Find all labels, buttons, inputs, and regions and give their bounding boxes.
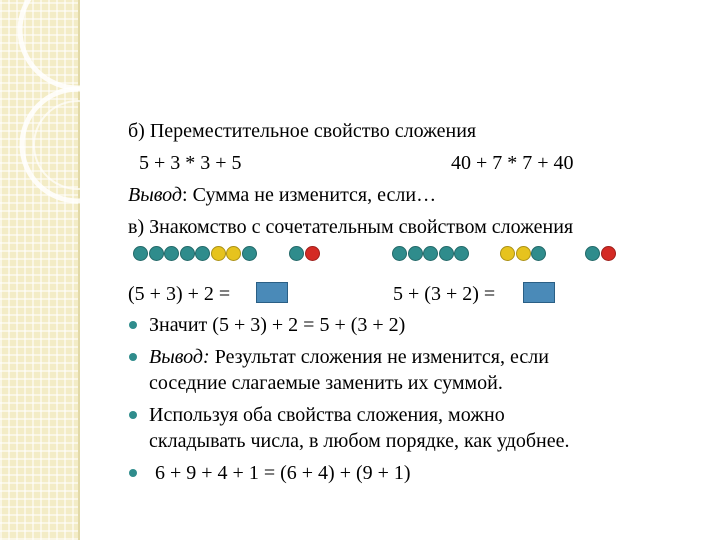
red-counting-dot: [305, 246, 320, 261]
conclusion-sum-unchanged: [128, 183, 436, 207]
teal-counting-dot: [180, 246, 195, 261]
teal-counting-dot: [392, 246, 407, 261]
yellow-counting-dot: [516, 246, 531, 261]
conclusion-text: : Сумма не изменится, если…: [182, 184, 437, 206]
decorative-circles: [0, 0, 120, 240]
teal-counting-dot: [423, 246, 438, 261]
teal-counting-dot: [531, 246, 546, 261]
expression-left: 5 + 3 * 3 + 5: [139, 152, 242, 174]
red-counting-dot: [601, 246, 616, 261]
teal-counting-dot: [242, 246, 257, 261]
yellow-counting-dot: [211, 246, 226, 261]
bullet-marker: [129, 321, 137, 329]
yellow-counting-dot: [226, 246, 241, 261]
bullet-therefore: Значит (5 + 3) + 2 = 5 + (3 + 2): [149, 314, 406, 336]
dot-row: [0, 246, 720, 262]
conclusion-line-2: соседние слагаемые заменить их суммой.: [149, 372, 503, 394]
bullet-marker: [129, 469, 137, 477]
teal-counting-dot: [149, 246, 164, 261]
conclusion-line-1: Результат сложения не изменится, если: [209, 346, 549, 368]
bullet-marker: [129, 411, 137, 419]
commutative-property-heading: б) Переместительное свойство сложения: [128, 120, 477, 142]
bullet-both-properties-cont: складывать числа, в любом порядке, как удобнее.: [149, 430, 570, 452]
bullet-conclusion: [149, 345, 549, 369]
bullet-example-equation: 6 + 9 + 4 + 1 = (6 + 4) + (9 + 1): [155, 462, 411, 484]
equation-right: 5 + (3 + 2) =: [393, 283, 496, 305]
teal-counting-dot: [195, 246, 210, 261]
bullet-both-properties: Используя оба свойства сложения, можно: [149, 404, 505, 426]
teal-counting-dot: [585, 246, 600, 261]
teal-counting-dot: [439, 246, 454, 261]
equation-left: (5 + 3) + 2 =: [128, 283, 231, 305]
expression-right: 40 + 7 * 7 + 40: [451, 152, 574, 174]
answer-box-right: [523, 282, 555, 303]
teal-counting-dot: [454, 246, 469, 261]
teal-counting-dot: [164, 246, 179, 261]
yellow-counting-dot: [500, 246, 515, 261]
associative-property-heading: в) Знакомство с сочетательным свойством сложения: [128, 216, 574, 238]
conclusion-label: Вывод:: [149, 346, 210, 368]
teal-counting-dot: [133, 246, 148, 261]
teal-counting-dot: [408, 246, 423, 261]
bullet-marker: [129, 353, 137, 361]
conclusion-label: Вывод: [128, 184, 183, 206]
teal-counting-dot: [289, 246, 304, 261]
answer-box-left: [256, 282, 288, 303]
